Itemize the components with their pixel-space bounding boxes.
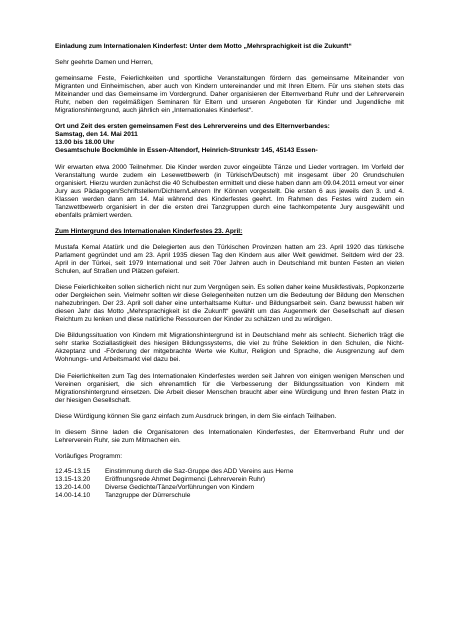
program-item: Eröffnungsrede Ahmet Degirmenci (Lehrerverein Ruhr) [105, 475, 266, 483]
intro-paragraph: gemeinsame Feste, Feierlichkeiten und sportliche Veranstaltungen fördern das gemeinsame Miteinander von Migranten und Einheimischen, aber auch von Kindern untereinander und mit Ihren Eltern. Für uns stehen stets das Miteinander und das Gemeinsame im Vordergrund. Daher organisieren der Elternverband Ruhr und der Lehrerverein Ruhr, neben den regelmäßigen Seminaren für Eltern und unseren Angeboten für Kinder und Jugendliche mit Migrationshintergrund, auch jährlich ein „Internationales Kinderfest“. [55, 75, 404, 115]
program-item: Einstimmung durch die Saz-Gruppe des ADD Vereins aus Herne [105, 467, 294, 475]
program-row [55, 492, 404, 500]
volunteers-paragraph: Die Feierlichkeiten zum Tag des Internationalen Kinderfestes werden seit Jahren von einigen wenigen Menschen und Vereinen organisiert, die sich ehrenamtlich für die Verbesserung der Bildungssituation von Kindern mit Migrationshintergrund einsetzen. Die Arbeit dieser Menschen braucht aber eine Würdigung und Ihren festen Platz in der hiesigen Gesellschaft. [55, 372, 404, 404]
ataturk-paragraph: Mustafa Kemal Atatürk und die Delegierten aus den Türkischen Provinzen hatten am 23. April 1920 das türkische Parlament gegründet und am 23. April 1935 diesen Tag den Kindern aus aller Welt gewidmet. Seitdem wird der 23. April in der Türkei, seit 1979 International und seit 70er Jahren auch in Deutschland mit bunten Festen an vielen Schulen, auf Straßen und Plätzen gefeiert. [55, 243, 404, 276]
program-row [55, 484, 404, 492]
program-heading: Vorläufiges Programm: [55, 452, 123, 460]
background-heading: Zum Hintergrund des Internationalen Kinderfestes 23. April: [55, 227, 243, 235]
program-item: Diverse Gedichte/Tänze/Vorführungen von Kindern [105, 483, 255, 491]
event-heading: Ort und Zeit des ersten gemeinsamen Fest des Lehrervereins und des Elternverbandes: [55, 123, 330, 131]
program-time: 12.45-13.15 [55, 467, 91, 475]
event-date: Samstag, den 14. Mai 2011 [55, 131, 138, 139]
program-row [55, 476, 404, 484]
participants-paragraph: Wir erwarten etwa 2000 Teilnehmer. Die Kinder werden zuvor eingeübte Tänze und Lieder vortragen. Im Vorfeld der Veranstaltung wurde zudem ein Lesewettbewerb (in Türkisch/Deutsch) mit insgesamt über 20 Grundschulen organisiert. Hierzu wurden zunächst die 40 Schulbesten ermittelt und diese haben dann am 09.04.2011 erneut vor einer Jury aus Pädagogen/Schriftstellern/Dichtern/Lehrern Ihr Können vorgestellt. Die ersten 6 aus jeweils den 3. und 4. Klassen werden dann am 14. Mai während des Kinderfestes geehrt. Im Rahmen des Festes wird zudem ein Tanzwettbewerb organisiert in der die ersten drei Tanzgruppen durch eine fachkompetente Jury ausgewählt und ebenfalls prämiert werden. [55, 163, 404, 219]
event-location: Gesamtschule Bockmühle in Essen-Altendorf, Heinrich-Strunkstr 145, 45143 Essen- [55, 147, 318, 155]
program-list [55, 468, 404, 500]
invitation-paragraph: In diesem Sinne laden die Organisatoren des Internationalen Kinderfestes, der Elternverband Ruhr und der Lehrerverein Ruhr, sie zum Mitmachen ein. [55, 428, 404, 444]
program-time: 13.15-13.20 [55, 475, 91, 483]
program-time: 13.20-14.00 [55, 483, 91, 491]
education-paragraph: Die Bildungssituation von Kindern mit Migrationshintergrund ist in Deutschland mehr als schlecht. Sicherlich trägt die sehr starke Soziallastigkeit des hiesigen Bildungssystems, die viel zu frühe Selektion in den Schulen, die Nicht-Akzeptanz und -Förderung der mitgebrachte Werte wie Kultur, Religion und Sprache, die Ausgrenzung auf dem Wohnungs- und Arbeitsmarkt viel dazu bei. [55, 332, 404, 364]
celebration-paragraph: Diese Feierlichkeiten sollen sicherlich nicht nur zum Vergnügen sein. Es sollen daher keine Musikfestivals, Popkonzerte oder Dergleichen sein. Vielmehr sollten wir diese Gelegenheiten nutzen um die Bedeutung der Bildung den Menschen nahezubringen. Der 23. April soll daher eine unterhaltsame Kultur- und Bildungsarbeit sein. Ganz bewusst haben wir diesen Jahr das Motto „Mehrsprachigkeit ist die Zukunft“ gewählt um das Augenmerk der Gesellschaft auf diesen Reichtum zu lenken und diese natürliche Ressourcen der Kinder zu schätzen und zu würdigen. [55, 284, 404, 324]
greeting: Sehr geehrte Damen und Herren, [55, 59, 153, 67]
document-title: Einladung zum Internationalen Kinderfest: Unter dem Motto „Mehrsprachigkeit ist die Zukunft“ [55, 43, 352, 50]
program-row [55, 468, 404, 476]
appreciation-paragraph: Diese Würdigung können Sie ganz einfach zum Ausdruck bringen, in dem Sie einfach Teilhaben. [55, 412, 337, 420]
program-time: 14.00-14.10 [55, 492, 91, 500]
program-item: Tanzgruppe der Dürrerschule [105, 492, 191, 500]
event-time: 13.00 bis 18.00 Uhr [55, 139, 115, 147]
